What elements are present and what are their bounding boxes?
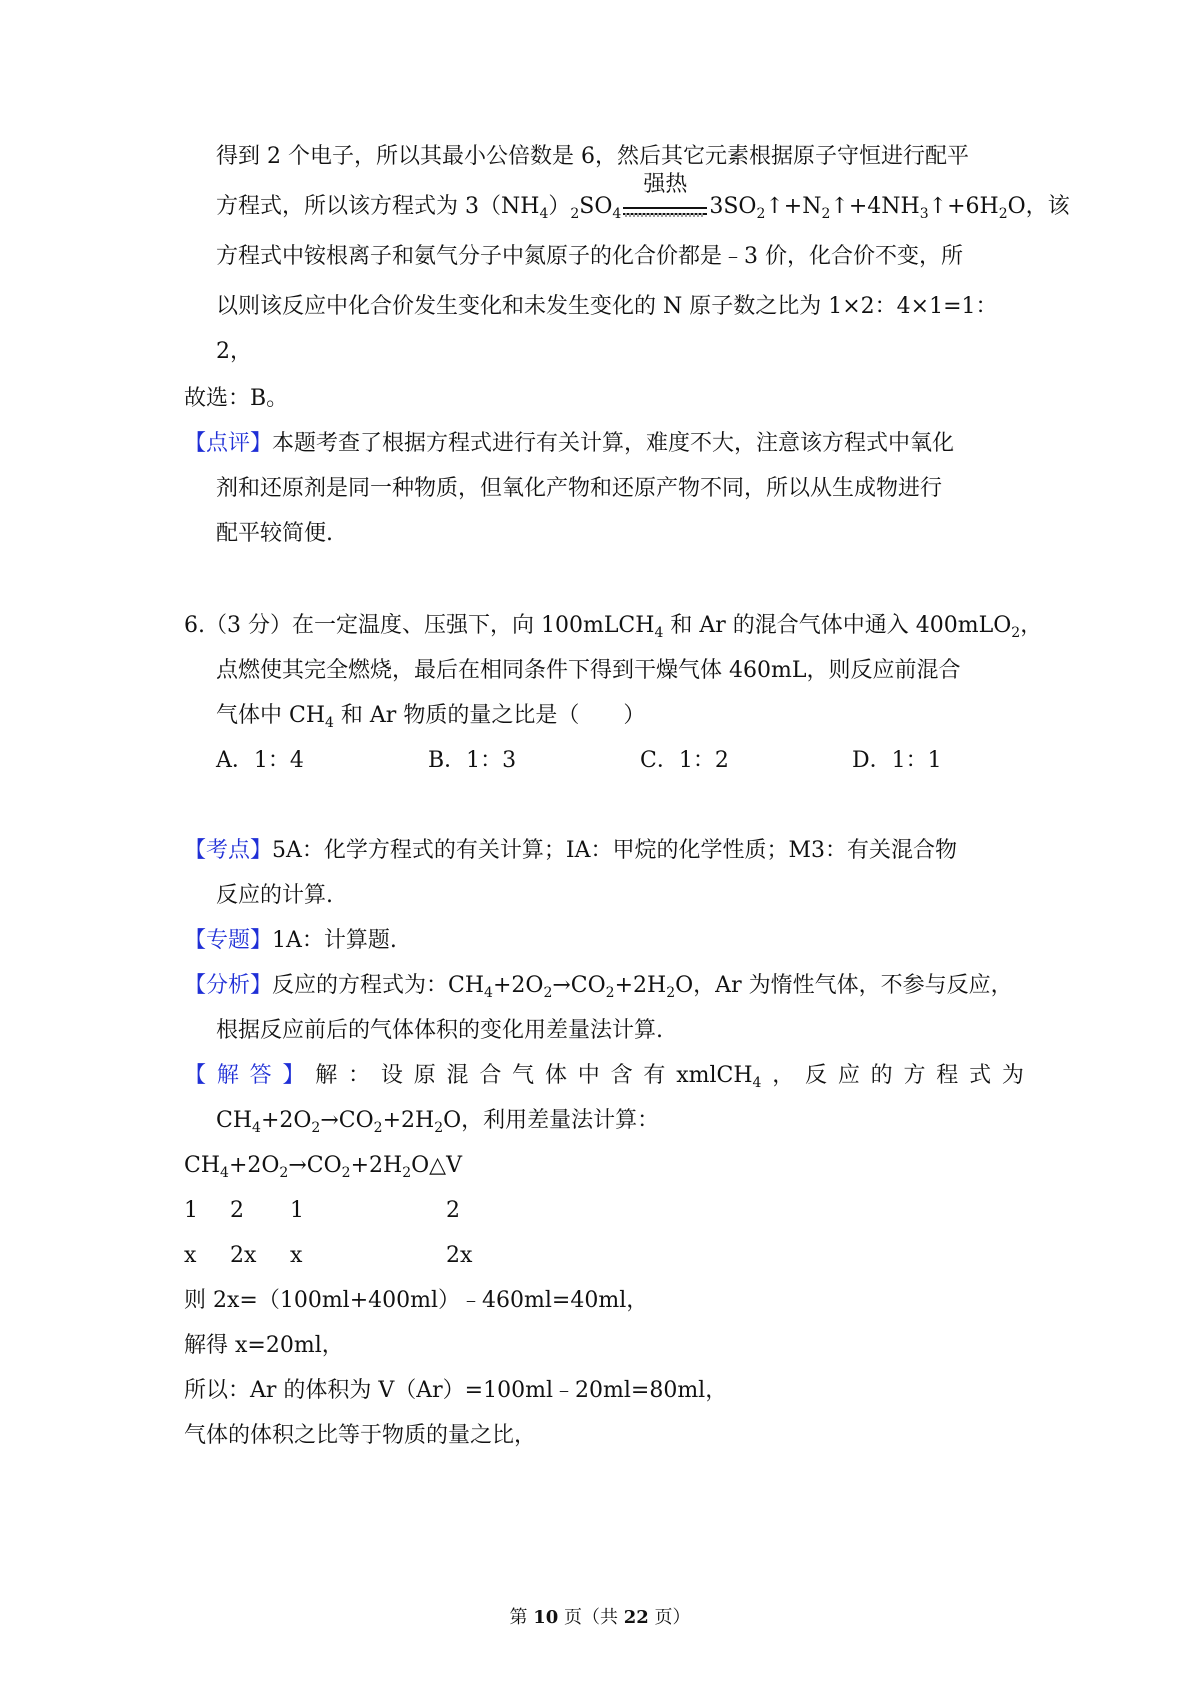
option-d: D．1：1 <box>852 748 942 773</box>
review-tag: 【点评】 <box>184 431 273 456</box>
zhuanti-tag: 【专题】 <box>184 928 273 953</box>
fenxi-tag: 【分析】 <box>184 973 273 998</box>
text-line: 剂和还原剂是同一种物质，但氧化产物和还原产物不同，所以从生成物进行 <box>216 476 943 501</box>
text-line: 点燃使其完全燃烧，最后在相同条件下得到干燥气体 460mL，则反应前混合 <box>216 658 961 683</box>
text-line: 气体中 $CH_4$ 和 Ar 物质的量之比是（ ） <box>216 703 646 731</box>
text-line: 则 2x=（100ml+400ml）﹣460ml=40ml， <box>184 1288 649 1313</box>
option-b: B．1：3 <box>428 748 517 773</box>
option-list <box>216 746 1064 776</box>
reaction-condition: 强热 <box>643 172 688 197</box>
answer-choice: 故选：B。 <box>184 386 289 411</box>
text-line: 以则该反应中化合价发生变化和未发生变化的 N 原子数之比为 1×2：4×1=1： <box>216 294 998 319</box>
reaction-condition-arrow <box>621 172 709 222</box>
text-line: 得到 2 个电子，所以其最小公倍数是 6，然后其它元素根据原子守恒进行配平 <box>216 144 969 169</box>
jieda-line: 【 解 答 】 解 ： 设 原 混 合 气 体 中 含 有 xmlCH$_4$ ， 反 应 的 方 程 式 为 <box>184 1063 1024 1091</box>
equation-line: 方程式，所以该方程式为 $3(NH_4)_2SO_4$ 强热 $3SO_2↑+N_2↑+4NH_3↑+6H_2O$，该 <box>216 172 1070 222</box>
text-line: 方程式中铵根离子和氨气分子中氮原子的化合价都是﹣3 价，化合价不变，所 <box>216 244 963 269</box>
text-line: 反应的计算. <box>216 883 333 908</box>
zhuanti-line: 【专题】1A：计算题. <box>184 928 397 953</box>
text-line: 气体的体积之比等于物质的量之比， <box>184 1423 537 1448</box>
question-stem: 6.（3 分）在一定温度、压强下，向 100mLCH$_4$ 和 Ar 的混合气体中通入 400mLO$_2$， <box>184 613 1043 641</box>
fenxi-line: 【分析】反应的方程式为：$CH_4+2O_2\to CO_2+2H_2O$，Ar 为惰性气体，不参与反应， <box>184 973 1013 1001</box>
text-line: 解得 x=20ml， <box>184 1333 344 1358</box>
text-line: 根据反应前后的气体体积的变化用差量法计算. <box>216 1018 663 1043</box>
coefficient-row: 1 2 1 2 <box>184 1198 460 1223</box>
text-line: 2， <box>216 339 252 364</box>
option-c: C．1：2 <box>640 748 729 773</box>
equation-line: $CH_4+2O_2\to CO_2+2H_2O\triangle V$ <box>184 1153 462 1181</box>
kaodian-line: 【考点】5A：化学方程式的有关计算；IA：甲烷的化学性质；M3：有关混合物 <box>184 838 958 863</box>
equation-line: $CH_4+2O_2\to CO_2+2H_2O$，利用差量法计算： <box>216 1108 660 1136</box>
option-a: A．1：4 <box>216 748 304 773</box>
kaodian-tag: 【考点】 <box>184 838 273 863</box>
review-line: 【点评】本题考查了根据方程式进行有关计算，难度不大，注意该方程式中氧化 <box>184 431 955 456</box>
text-line: 配平较简便. <box>216 521 333 546</box>
page-number-footer: 第 10 页（共 22 页） <box>509 1607 691 1628</box>
text-line: 所以：Ar 的体积为 V（Ar）=100ml﹣20ml=80ml， <box>184 1378 728 1403</box>
variable-row: x 2x x 2x <box>184 1243 473 1268</box>
